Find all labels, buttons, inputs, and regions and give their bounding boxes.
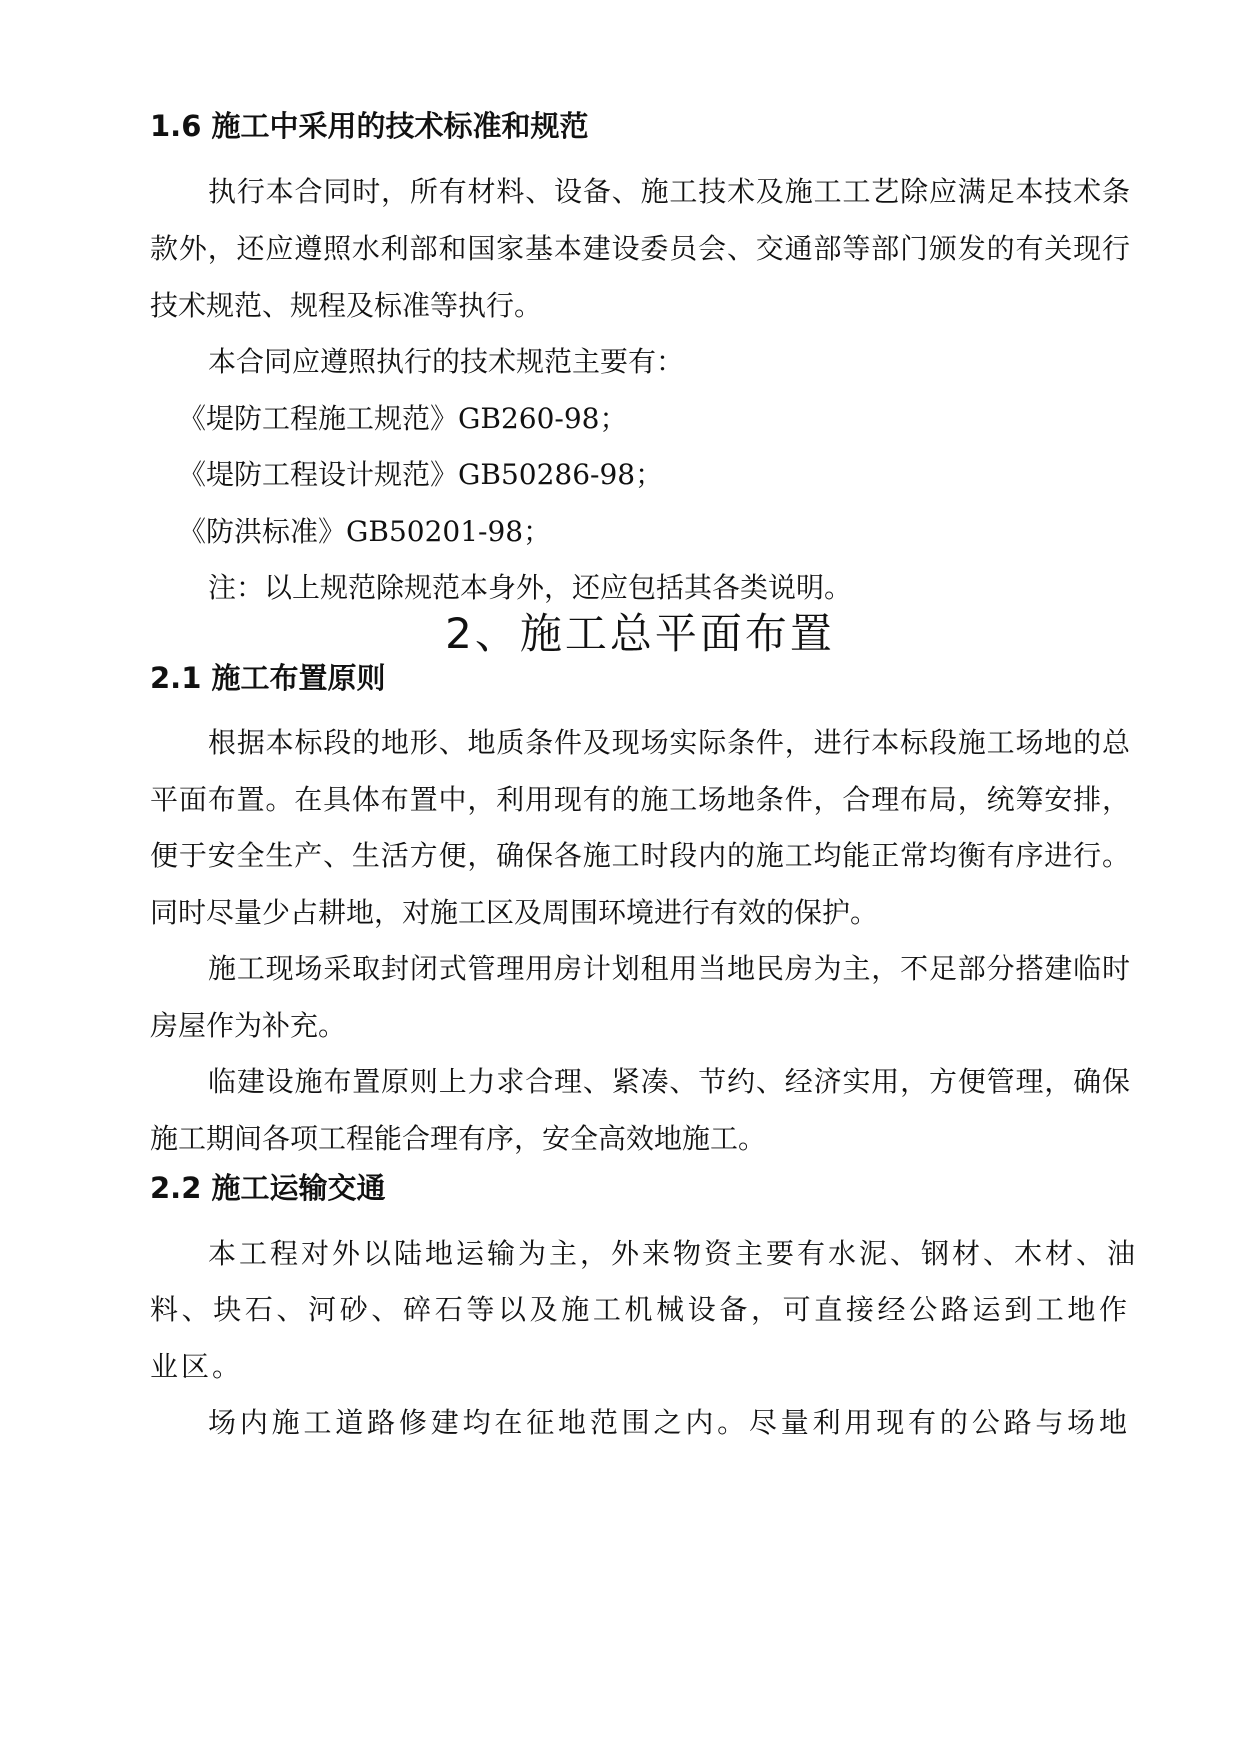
section-heading-2-1: 2.1 施工布置原则 <box>150 661 386 695</box>
paragraph-line: 同时尽量少占耕地，对施工区及周围环境进行有效的保护。 <box>150 896 879 929</box>
paragraph-line: 平面布置。在具体布置中，利用现有的施工场地条件，合理布局，统筹安排， <box>150 783 1130 816</box>
section-heading-2-2: 2.2 施工运输交通 <box>150 1171 386 1205</box>
paragraph-line: 场内施工道路修建均在征地范围之内。尽量利用现有的公路与场地 <box>208 1406 1130 1439</box>
note-line: 注：以上规范除规范本身外，还应包括其各类说明。 <box>208 571 853 604</box>
paragraph-line: 房屋作为补充。 <box>150 1009 347 1042</box>
paragraph-line: 料、块石、河砂、碎石等以及施工机械设备，可直接经公路运到工地作 <box>150 1293 1130 1326</box>
section-heading-1-6: 1.6 施工中采用的技术标准和规范 <box>150 109 589 143</box>
paragraph-line: 施工期间各项工程能合理有序，安全高效地施工。 <box>150 1122 767 1155</box>
paragraph-line: 本工程对外以陆地运输为主，外来物资主要有水泥、钢材、木材、油 <box>208 1237 1139 1270</box>
chapter-title: 2、施工总平面布置 <box>445 609 835 658</box>
paragraph-line: 本合同应遵照执行的技术规范主要有： <box>208 345 685 378</box>
standard-item: 《防洪标准》GB50201-98； <box>178 515 552 548</box>
paragraph-line: 便于安全生产、生活方便，确保各施工时段内的施工均能正常均衡有序进行。 <box>150 839 1130 872</box>
paragraph-line: 技术规范、规程及标准等执行。 <box>150 289 543 322</box>
standard-item: 《堤防工程施工规范》GB260-98； <box>178 402 628 435</box>
standard-item: 《堤防工程设计规范》GB50286-98； <box>178 458 664 491</box>
paragraph-line: 根据本标段的地形、地质条件及现场实际条件，进行本标段施工场地的总 <box>208 726 1130 759</box>
paragraph-line: 业区。 <box>150 1350 244 1383</box>
paragraph-line: 款外，还应遵照水利部和国家基本建设委员会、交通部等部门颁发的有关现行 <box>150 232 1130 265</box>
paragraph-line: 执行本合同时，所有材料、设备、施工技术及施工工艺除应满足本技术条 <box>208 175 1130 208</box>
paragraph-line: 临建设施布置原则上力求合理、紧凑、节约、经济实用，方便管理，确保 <box>208 1065 1130 1098</box>
paragraph-line: 施工现场采取封闭式管理用房计划租用当地民房为主，不足部分搭建临时 <box>208 952 1130 985</box>
